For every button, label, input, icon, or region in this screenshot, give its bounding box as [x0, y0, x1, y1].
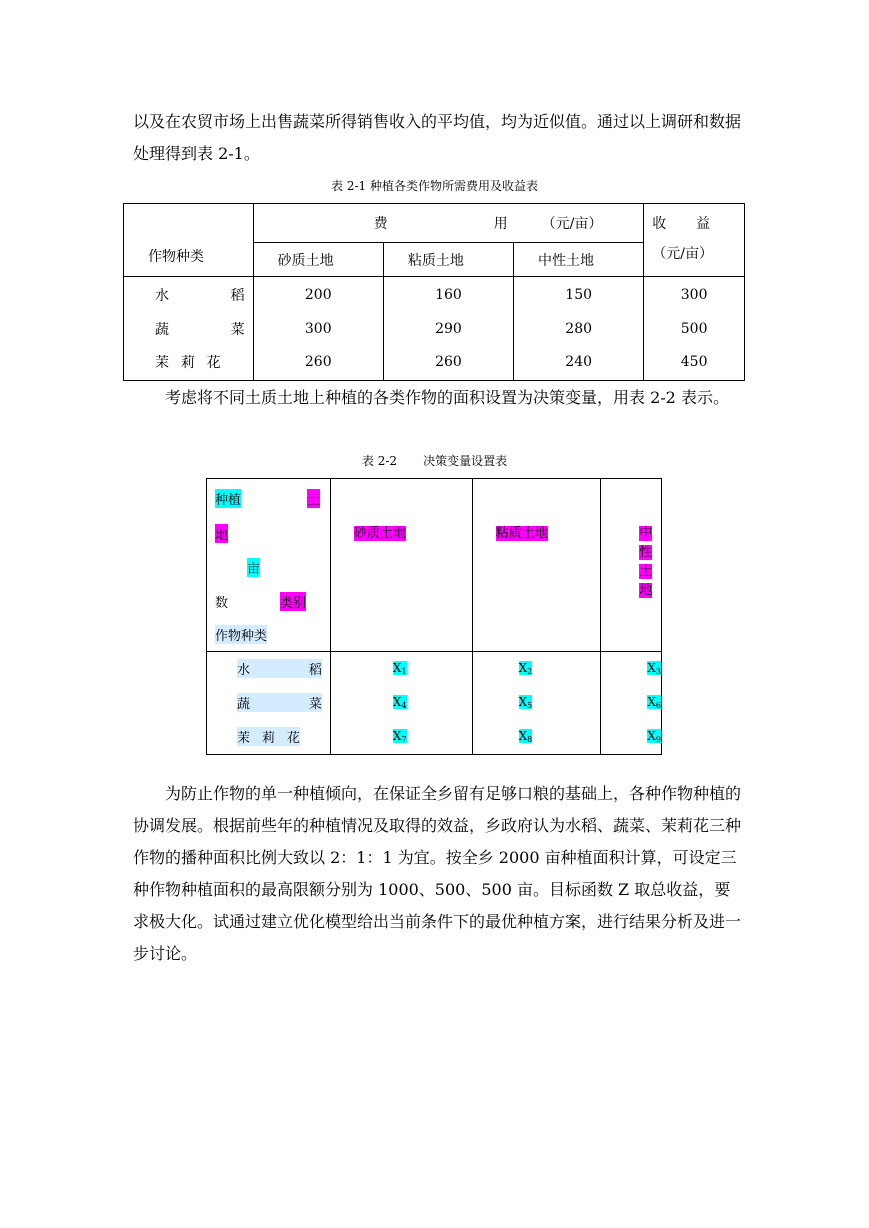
paragraph-decision-vars: 考虑将不同土质土地上种植的各类作物的面积设置为决策变量，用表 2-2 表示。 [165, 388, 729, 407]
header-soil-clay: 粘质土地 [472, 479, 601, 652]
table-row: 蔬 菜 $X_4$ $X_5$ $X_6$ [207, 686, 662, 720]
header-crop-type: 作物种类 [124, 204, 254, 277]
table-row: 水 稻 $X_1$ $X_2$ $X_3$ [207, 652, 662, 686]
header-soil-neutral: 中性土地 [601, 479, 662, 652]
table-row: 茉 莉 花 260 260 240 450 [124, 345, 745, 381]
paragraph-problem-statement: 为防止作物的单一种植倾向，在保证全乡留有足够口粮的基础上，各种作物种植的协调发展。根据前些年的种植情况及取得的效益，乡政府认为水稻、蔬菜、茉莉花三种作物的播种面积比例大致以 2：1：1 为宜。按全乡 2000 亩种植面积计算，可设定三种作物种植面积的最高限额分别为 1000、500、500 亩。目标函数 Z 取总收益，要求极大化。试通过建立优化模型给出当前条件下的最优种植方案，进行结果分析及进一步讨论。 [133, 784, 742, 963]
decision-variable-table [206, 478, 662, 755]
header-soil-sandy: 砂质土地 [253, 243, 383, 277]
table-row: 蔬 菜 300 290 280 500 [124, 313, 745, 345]
header-income: 收 益 [644, 204, 745, 243]
table-row: 水 稻 200 160 150 300 [124, 277, 745, 313]
header-soil-sandy: 砂质土地 [330, 479, 472, 652]
paragraph-intro: 以及在农贸市场上出售蔬菜所得销售收入的平均值，均为近似值。通过以上调研和数据处理得到表 2-1。 [133, 112, 742, 163]
table1-caption: 表 2-1 种植各类作物所需费用及收益表 [331, 179, 538, 193]
cost-income-table [123, 203, 745, 381]
table2-caption: 表 2-2 决策变量设置表 [361, 454, 508, 468]
table-row: 茉 莉 花 $X_7$ $X_8$ $X_9$ [207, 720, 662, 755]
header-income-unit: （元/亩） [644, 243, 745, 277]
diagonal-header-cell: 种植 土 地 亩 数 类别 作物种类 [207, 479, 331, 652]
header-soil-clay: 粘质土地 [383, 243, 513, 277]
header-soil-neutral: 中性土地 [514, 243, 644, 277]
header-cost: 费 用 （元/亩） [253, 204, 644, 243]
